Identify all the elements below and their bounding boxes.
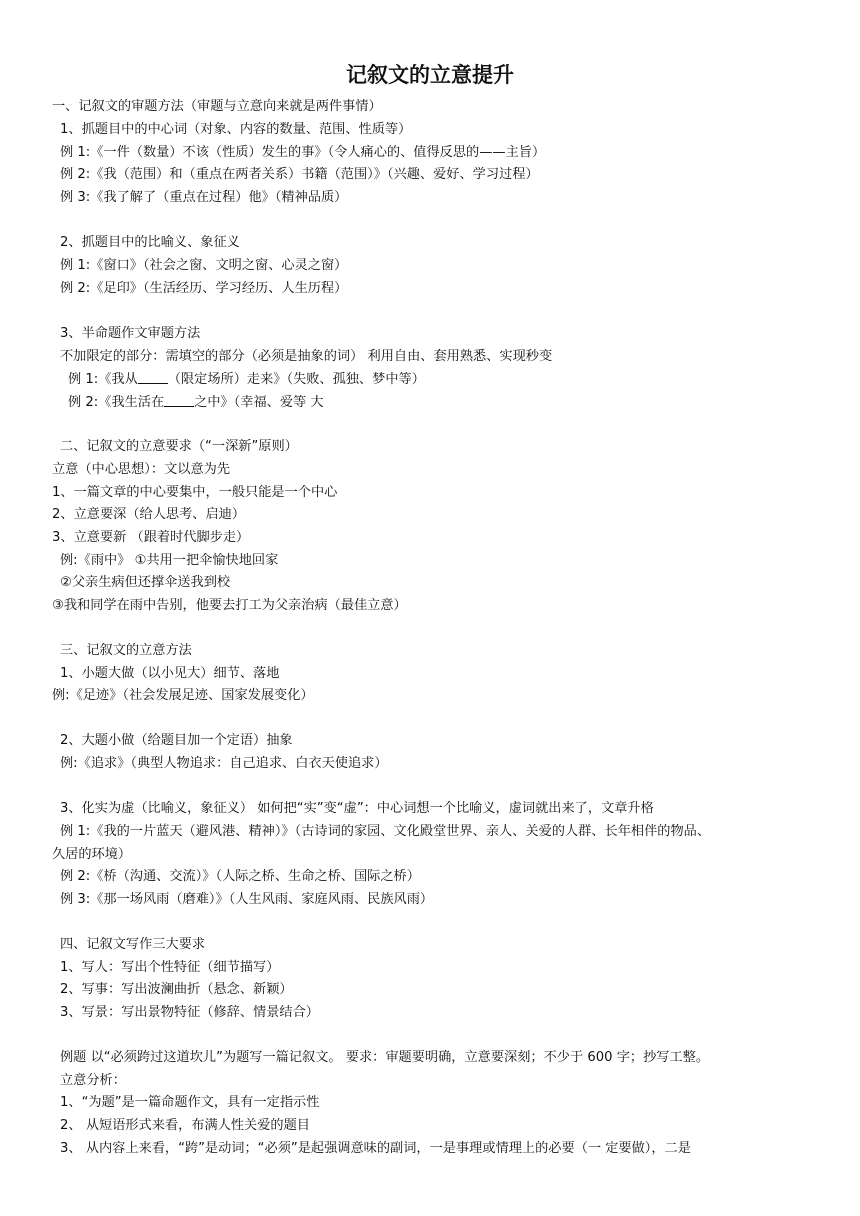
text-fragment: 例 2:《我生活在 xyxy=(68,395,165,410)
text-line: 1、一篇文章的中心要集中，一般只能是一个中心 xyxy=(52,485,338,500)
text-fragment: 之中》（幸福、爱等 大 xyxy=(194,395,324,410)
text-line: 1、小题大做（以小见大）细节、落地 xyxy=(60,666,280,681)
text-line: 3、写景：写出景物特征（修辞、情景结合） xyxy=(60,1005,319,1020)
text-line: 例:《足迹》（社会发展足迹、国家发展变化） xyxy=(52,688,314,703)
section-4-heading: 四、记叙文写作三大要求 xyxy=(60,937,206,952)
section-3-heading: 三、记叙文的立意方法 xyxy=(60,643,192,658)
fill-blank-example xyxy=(68,392,324,412)
document-title: 记叙文的立意提升 xyxy=(346,63,514,87)
text-line: 1、“为题”是一篇命题作文，具有一定指示性 xyxy=(60,1095,320,1110)
text-line: 例 3:《我了解了（重点在过程）他》（精神品质） xyxy=(60,190,348,205)
section-1-heading: 一、记叙文的审题方法（审题与立意向来就是两件事情） xyxy=(52,99,382,114)
text-line: 1、写人：写出个性特征（细节描写） xyxy=(60,960,280,975)
text-line: 例 2:《我（范围）和（重点在两者关系）书籍（范围）》（兴趣、爱好、学习过程） xyxy=(60,167,539,182)
text-line: 不加限定的部分：需填空的部分（必须是抽象的词） 利用自由、套用熟悉、实现秒变 xyxy=(60,349,553,364)
text-line: 3、化实为虚（比喻义，象征义） 如何把“实”变“虚”：中心词想一个比喻义，虚词就出来了，文章升格 xyxy=(60,801,654,816)
text-line: 例 2:《桥（沟通、交流）》（人际之桥、生命之桥、国际之桥） xyxy=(60,869,420,884)
text-line: 3、立意要新 （跟着时代脚步走） xyxy=(52,530,250,545)
text-line: 3、半命题作文审题方法 xyxy=(60,326,201,341)
text-line: 2、写事：写出波澜曲折（悬念、新颖） xyxy=(60,982,293,997)
fill-blank-example xyxy=(68,369,425,389)
text-line: 例 1:《一件（数量）不该（性质）发生的事》（令人痛心的、值得反思的——主旨） xyxy=(60,145,546,160)
text-line: 立意（中心思想）：文以意为先 xyxy=(52,462,231,477)
text-line: 2、立意要深（给人思考、启迪） xyxy=(52,507,246,522)
text-line: 久居的环境） xyxy=(52,847,132,862)
example-prompt: 例题 以“必须跨过这道坎儿”为题写一篇记叙文。 要求：审题要明确，立意要深刻；不少于 600 字；抄写工整。 xyxy=(60,1050,710,1065)
text-line: 立意分析： xyxy=(60,1073,126,1088)
text-line: ③我和同学在雨中告别，他要去打工为父亲治病（最佳立意） xyxy=(52,598,407,613)
text-fragment: 例 1:《我从 xyxy=(68,372,138,387)
text-line: ②父亲生病但还撑伞送我到校 xyxy=(60,575,231,590)
blank-underline xyxy=(138,369,168,384)
blank-underline xyxy=(164,392,194,407)
section-2-heading: 二、记叙文的立意要求（“一深新”原则） xyxy=(60,439,298,454)
text-line: 例 1:《窗口》（社会之窗、文明之窗、心灵之窗） xyxy=(60,258,348,273)
text-line: 3、 从内容上来看，“跨”是动词；“必须”是起强调意味的副词，一是事理或情理上的必要（一 定要做），二是 xyxy=(60,1141,691,1156)
text-line: 例 1:《我的一片蓝天（避风港、精神）》（古诗词的家园、文化殿堂世界、亲人、关爱的人群、长年相伴的物品、 xyxy=(60,824,711,839)
text-line: 例:《追求》（典型人物追求：自己追求、白衣天使追求） xyxy=(60,756,388,771)
text-line: 2、 从短语形式来看，布满人性关爱的题目 xyxy=(60,1118,310,1133)
text-line: 1、抓题目中的中心词（对象、内容的数量、范围、性质等） xyxy=(60,122,412,137)
text-line: 例 3:《那一场风雨（磨难）》（人生风雨、家庭风雨、民族风雨） xyxy=(60,892,434,907)
text-line: 例 2:《足印》（生活经历、学习经历、人生历程） xyxy=(60,281,348,296)
text-line: 2、大题小做（给题目加一个定语）抽象 xyxy=(60,733,293,748)
text-line: 例:《雨中》 ①共用一把伞愉快地回家 xyxy=(60,553,279,568)
text-fragment: （限定场所）走来》（失败、孤独、梦中等） xyxy=(167,372,425,387)
text-line: 2、抓题目中的比喻义、象征义 xyxy=(60,235,240,250)
